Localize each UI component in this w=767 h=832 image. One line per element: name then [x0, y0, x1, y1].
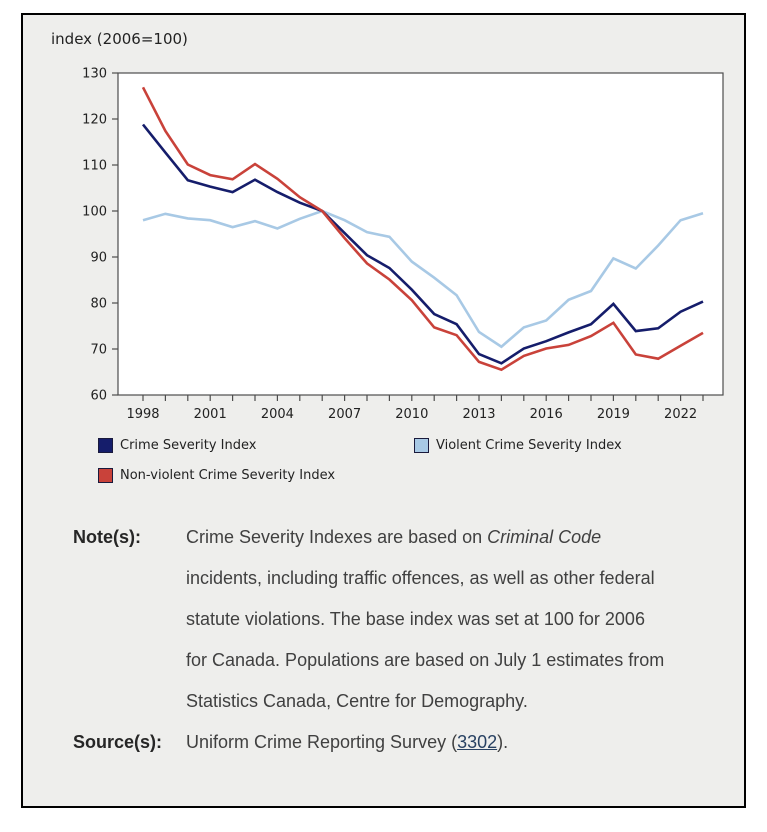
svg-text:2010: 2010 — [395, 407, 429, 422]
svg-text:100: 100 — [82, 204, 107, 220]
svg-text:90: 90 — [90, 250, 107, 266]
svg-text:60: 60 — [90, 388, 107, 404]
nonviolent-csi-legend-swatch-icon — [98, 468, 113, 483]
text-segment: incidents, including traffic offences, as well as other federal statute violations. The base index was set at 100 for 2006 for Canada. Populations are based on July 1 estimates from Statistics Canada, Centre for Demography. — [186, 568, 665, 711]
legend-item-nonviolent-csi — [98, 468, 335, 483]
svg-text:2001: 2001 — [193, 407, 227, 422]
svg-text:110: 110 — [82, 158, 107, 174]
source-text — [186, 722, 670, 763]
svg-text:2016: 2016 — [529, 407, 563, 422]
text-segment: Uniform Crime Reporting Survey ( — [186, 732, 458, 752]
svg-text:2007: 2007 — [328, 407, 362, 422]
text-segment: ). — [497, 732, 509, 752]
svg-text:2013: 2013 — [462, 407, 496, 422]
svg-text:120: 120 — [82, 112, 107, 128]
italic-text: Criminal Code — [487, 527, 602, 547]
text-segment: Crime Severity Indexes are based on — [186, 527, 488, 547]
chart-svg — [63, 59, 753, 437]
axis-unit-label: index (2006=100) — [51, 30, 188, 48]
csi-legend-swatch-icon — [98, 438, 113, 453]
notes-label: Note(s): — [73, 527, 141, 547]
source-survey-link[interactable]: 3302 — [457, 732, 498, 752]
svg-text:80: 80 — [90, 296, 107, 312]
note-text — [186, 517, 670, 722]
figure-panel — [21, 13, 746, 808]
notes-section — [73, 517, 733, 763]
source-label: Source(s): — [73, 732, 163, 752]
legend-item-csi — [98, 438, 256, 453]
svg-text:1998: 1998 — [126, 407, 160, 422]
svg-text:2004: 2004 — [260, 407, 294, 422]
svg-text:70: 70 — [90, 342, 107, 358]
legend-label-csi: Crime Severity Index — [120, 438, 257, 453]
legend-label-violent-csi: Violent Crime Severity Index — [436, 438, 622, 453]
legend-item-violent-csi — [414, 438, 622, 453]
svg-text:2022: 2022 — [664, 407, 698, 422]
svg-text:130: 130 — [82, 66, 107, 82]
violent-csi-legend-swatch-icon — [414, 438, 429, 453]
legend-label-nonviolent-csi: Non-violent Crime Severity Index — [120, 468, 336, 483]
svg-text:2019: 2019 — [596, 407, 630, 422]
